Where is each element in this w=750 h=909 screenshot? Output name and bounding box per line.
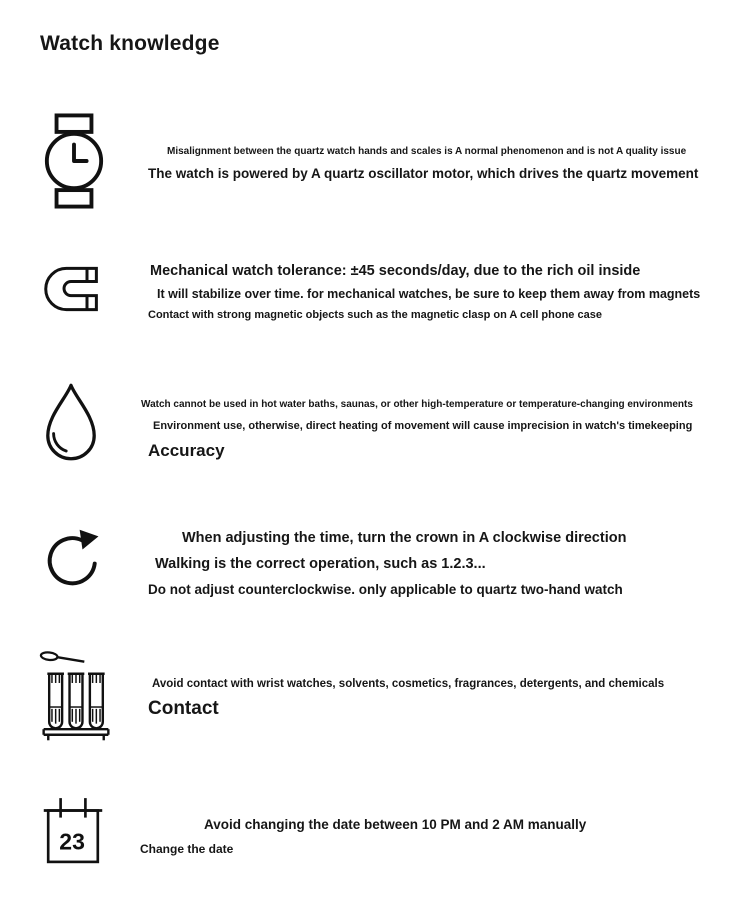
heating-note: Environment use, otherwise, direct heating of movement will cause imprecision in watch's timekeeping xyxy=(153,419,693,432)
section-magnetism xyxy=(0,260,750,322)
counterclockwise-note: Do not adjust counterclockwise. only applicable to quartz two-hand watch xyxy=(148,582,623,598)
section-crown-adjustment xyxy=(0,521,750,598)
clockwise-arrow-icon xyxy=(42,521,106,595)
stabilize-note: It will stabilize over time. for mechanical watches, be sure to keep them away from magnets xyxy=(157,287,701,302)
tolerance-note: Mechanical watch tolerance: ±45 seconds/day, due to the rich oil inside xyxy=(150,263,641,279)
clockwise-note: When adjusting the time, turn the crown in A clockwise direction xyxy=(182,530,627,546)
quartz-alignment-note: Misalignment between the quartz watch hands and scales is A normal phenomenon and is not A quality issue xyxy=(167,146,687,157)
section-text xyxy=(140,646,750,720)
page-title: Watch knowledge xyxy=(40,32,220,55)
water-drop-icon xyxy=(42,381,100,465)
section-chemicals xyxy=(0,646,750,720)
section-temperature-accuracy xyxy=(0,381,750,461)
chemicals-note: Avoid contact with wrist watches, solvents, cosmetics, fragrances, detergents, and chemicals xyxy=(152,678,665,690)
calendar-day-number: 23 xyxy=(59,828,85,855)
date-change-note: Avoid changing the date between 10 PM and 2 AM manually xyxy=(204,817,587,832)
quartz-motor-note: The watch is powered by A quartz oscillator motor, which drives the quartz movement xyxy=(148,165,699,181)
magnetic-contact-note: Contact with strong magnetic objects such as the magnetic clasp on A cell phone case xyxy=(148,308,602,321)
test-tubes-icon xyxy=(38,646,114,744)
section-text xyxy=(140,521,750,598)
section-text xyxy=(140,381,750,461)
section-text xyxy=(140,788,750,856)
hot-water-note: Watch cannot be used in hot water baths, saunas, or other high-temperature or temperature-changing environments xyxy=(141,399,693,410)
section-text xyxy=(140,260,750,322)
contact-heading: Contact xyxy=(148,697,219,719)
walking-note: Walking is the correct operation, such as 1.2.3... xyxy=(155,556,486,573)
change-date-heading: Change the date xyxy=(140,841,234,856)
calendar-icon xyxy=(42,792,104,868)
watch-icon xyxy=(42,112,106,210)
section-date-change xyxy=(0,788,750,856)
section-text xyxy=(140,112,750,182)
accuracy-heading: Accuracy xyxy=(148,440,225,460)
magnet-icon xyxy=(42,260,102,318)
section-quartz-movement xyxy=(0,112,750,182)
